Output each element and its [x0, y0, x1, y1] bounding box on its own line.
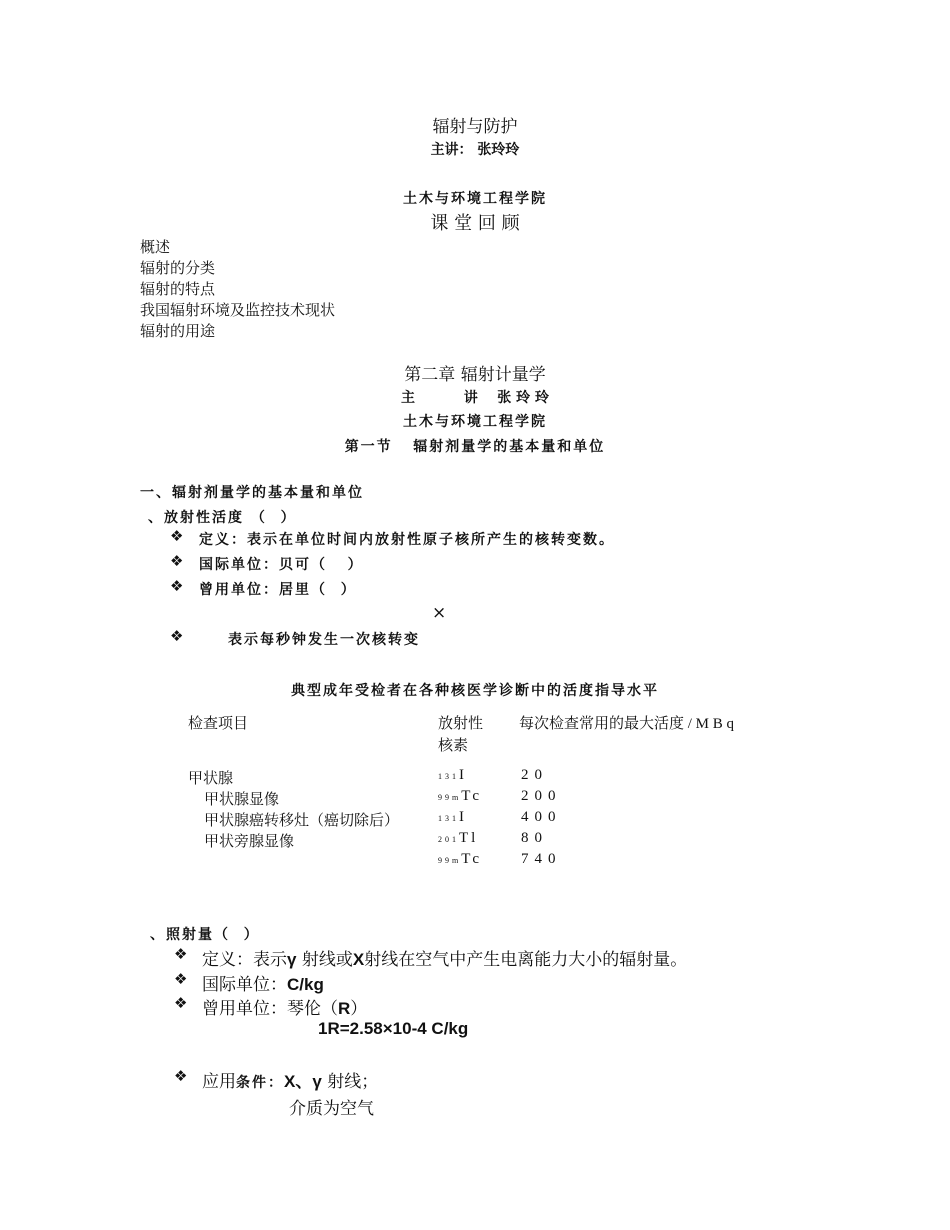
bullet-icon: ❖: [174, 945, 188, 963]
activity-definition: 定义：表示在单位时间内放射性原子核所产生的核转变数。: [199, 532, 615, 548]
nuclide-element: Tc: [461, 788, 483, 804]
column-header-nuclide: 核素: [438, 736, 469, 754]
activity-si-unit: 国际单位：贝可（ ）: [199, 557, 364, 573]
column-header-activity: 每次检查常用的最大活度 / M B q: [519, 716, 735, 732]
text-fragment: 曾用单位：琴伦（: [202, 999, 338, 1019]
text-fragment: 射线或: [296, 950, 353, 970]
column-header-radioactive: 放射性: [438, 714, 484, 732]
times-symbol: ×: [432, 603, 447, 623]
nuclide-mass: 99m: [438, 856, 462, 865]
doc-title: 辐射与防护: [432, 117, 518, 137]
chapter-title: 第二章 辐射计量学: [404, 365, 546, 385]
becquerel-meaning: 表示每秒钟发生一次核转变: [228, 632, 420, 648]
text-fragment: X: [352, 950, 365, 969]
table-cell-activity: 200: [521, 788, 562, 804]
chapter-school: 土木与环境工程学院: [403, 414, 547, 430]
table-cell-nuclide: [438, 809, 467, 826]
text-fragment: C/kg: [287, 975, 324, 994]
text-fragment: 射线在空气中产生电离能力大小的辐射量。: [364, 950, 688, 970]
part1-heading: 一、辐射剂量学的基本量和单位: [140, 485, 364, 501]
table-cell-item: 甲状腺: [188, 769, 234, 787]
review-item: 辐射的分类: [140, 259, 216, 277]
table-cell-item: 甲状腺癌转移灶（癌切除后）: [204, 811, 400, 829]
exposure-heading: 、照射量（ ）: [150, 927, 260, 943]
table-cell-item: 甲状腺显像: [204, 790, 280, 808]
nuclide-element: Tc: [461, 851, 483, 867]
text-fragment: 射线；: [321, 1072, 379, 1092]
exposure-conditions: [202, 1067, 378, 1092]
table-cell-activity: 740: [521, 851, 562, 867]
bullet-icon: ❖: [174, 1067, 188, 1085]
review-title: 课 堂 回 顾: [430, 213, 520, 234]
exposure-old-unit: [202, 994, 367, 1019]
bullet-icon: ❖: [170, 627, 184, 645]
activity-heading: 、放射性活度 （ ）: [148, 510, 297, 526]
text-fragment: R: [338, 999, 351, 1018]
nuclide-mass: 131: [438, 814, 459, 823]
bullet-icon: ❖: [174, 970, 188, 988]
chapter-lecturer: 主 讲 张 玲 玲: [401, 390, 549, 406]
exposure-definition: [202, 945, 687, 970]
table-cell-nuclide: [438, 788, 482, 805]
review-item: 我国辐射环境及监控技术现状: [140, 301, 336, 319]
table-cell-nuclide: [438, 830, 478, 847]
nuclide-mass: 131: [438, 772, 459, 781]
school-name: 土木与环境工程学院: [403, 191, 547, 207]
review-item: 概述: [140, 238, 171, 256]
nuclide-element: Tl: [459, 830, 479, 846]
bullet-icon: ❖: [174, 994, 188, 1012]
bullet-icon: ❖: [170, 552, 184, 570]
bullet-icon: ❖: [170, 527, 184, 545]
text-fragment: X、γ: [284, 1072, 322, 1091]
table-cell-nuclide: [438, 851, 482, 868]
text-fragment: ）: [350, 999, 368, 1019]
text-fragment: 条件：: [236, 1075, 284, 1091]
section-title: 第一节 辐射剂量学的基本量和单位: [344, 439, 606, 455]
nuclide-element: I: [459, 809, 467, 825]
review-item: 辐射的特点: [140, 280, 216, 298]
activity-old-unit: 曾用单位：居里（ ）: [199, 582, 357, 598]
text-fragment: 应用: [202, 1072, 236, 1092]
table-cell-nuclide: [438, 767, 467, 784]
table-cell-activity: 20: [521, 767, 548, 783]
medium-condition: 介质为空气: [289, 1099, 374, 1119]
roentgen-formula: 1R=2.58×10-4 C/kg: [318, 1019, 469, 1038]
table-cell-activity: 400: [521, 809, 562, 825]
bullet-icon: ❖: [170, 577, 184, 595]
exposure-si-unit: [202, 970, 324, 995]
text-fragment: 国际单位：: [202, 975, 287, 995]
lecturer-line: 主讲： 张玲玲: [430, 142, 520, 158]
table-cell-item: 甲状旁腺显像: [204, 832, 295, 850]
nuclide-mass: 99m: [438, 793, 462, 802]
nuclide-element: I: [459, 767, 467, 783]
text-fragment: γ: [287, 950, 297, 969]
table-cell-activity: 80: [521, 830, 548, 846]
table-title: 典型成年受检者在各种核医学诊断中的活度指导水平: [291, 683, 659, 699]
text-fragment: 定义：表示: [202, 950, 287, 970]
review-item: 辐射的用途: [140, 322, 216, 340]
nuclide-mass: 201: [438, 835, 459, 844]
column-header-item: 检查项目: [188, 714, 249, 732]
